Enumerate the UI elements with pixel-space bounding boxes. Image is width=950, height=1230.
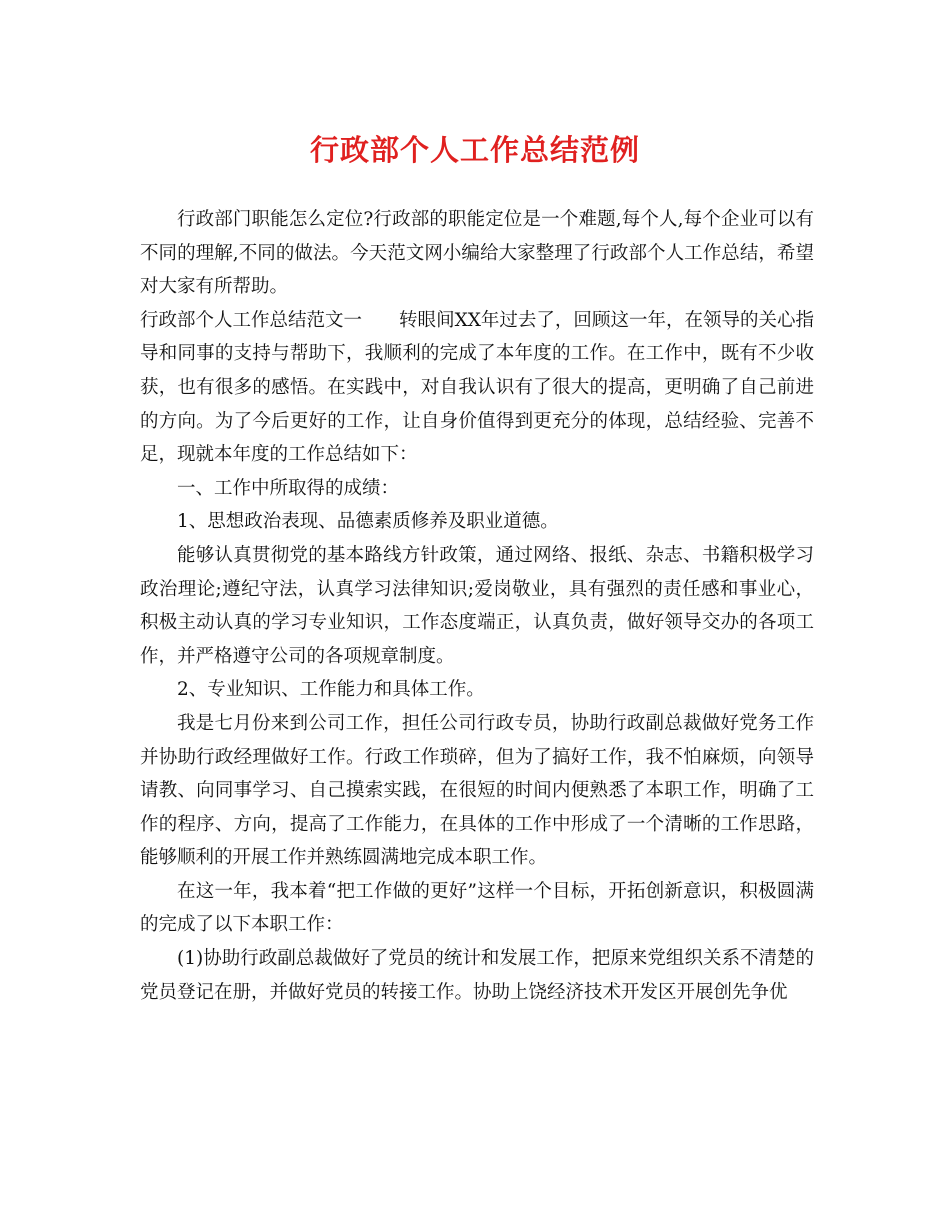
document-body bbox=[140, 203, 814, 1009]
paragraph-heading-1: 1、思想政治表现、品德素质修养及职业道德。 bbox=[177, 511, 559, 533]
paragraph-intro: 行政部门职能怎么定位?行政部的职能定位是一个难题,每个人,每个企业可以有不同的理解,不同的做法。今天范文网小编给大家整理了行政部个人工作总结，希望对大家有所帮助。 bbox=[140, 209, 814, 298]
paragraph-political: 能够认真贯彻党的基本路线方针政策，通过网络、报纸、杂志、书籍积极学习政治理论;遵纪守法，认真学习法律知识;爱岗敬业，具有强烈的责任感和事业心，积极主动认真的学习专业知识，工作态度端正，认真负责，做好领导交办的各项工作，并严格遵守公司的各项规章制度。 bbox=[140, 544, 814, 667]
paragraph-sample-one: 行政部个人工作总结范文一 转眼间XX年过去了，回顾这一年，在领导的关心指导和同事的支持与帮助下，我顺利的完成了本年度的工作。在工作中，既有不少收获，也有很多的感悟。在实践中，对自我认识有了很大的提高，更明确了自己前进的方向。为了今后更好的工作，让自身价值得到更充分的体现，总结经验、完善不足，现就本年度的工作总结如下： bbox=[140, 309, 814, 466]
paragraph-goal: 在这一年，我本着“把工作做的更好”这样一个目标，开拓创新意识，积极圆满的完成了以下本职工作： bbox=[140, 880, 814, 936]
paragraph-heading-2: 2、专业知识、工作能力和具体工作。 bbox=[177, 679, 485, 701]
paragraph-heading-achievements: 一、工作中所取得的成绩： bbox=[177, 477, 400, 499]
paragraph-item-1: (1)协助行政副总裁做好了党员的统计和发展工作，把原来党组织关系不清楚的党员登记在册，并做好党员的转接工作。协助上饶经济技术开发区开展创先争优 bbox=[140, 948, 814, 1003]
page-title: 行政部个人工作总结范例 bbox=[309, 133, 640, 167]
paragraph-work: 我是七月份来到公司工作，担任公司行政专员，协助行政副总裁做好党务工作并协助行政经理做好工作。行政工作琐碎，但为了搞好工作，我不怕麻烦，向领导请教、向同事学习、自己摸索实践，在很短的时间内便熟悉了本职工作，明确了工作的程序、方向，提高了工作能力，在具体的工作中形成了一个清晰的工作思路，能够顺利的开展工作并熟练圆满地完成本职工作。 bbox=[140, 712, 814, 869]
